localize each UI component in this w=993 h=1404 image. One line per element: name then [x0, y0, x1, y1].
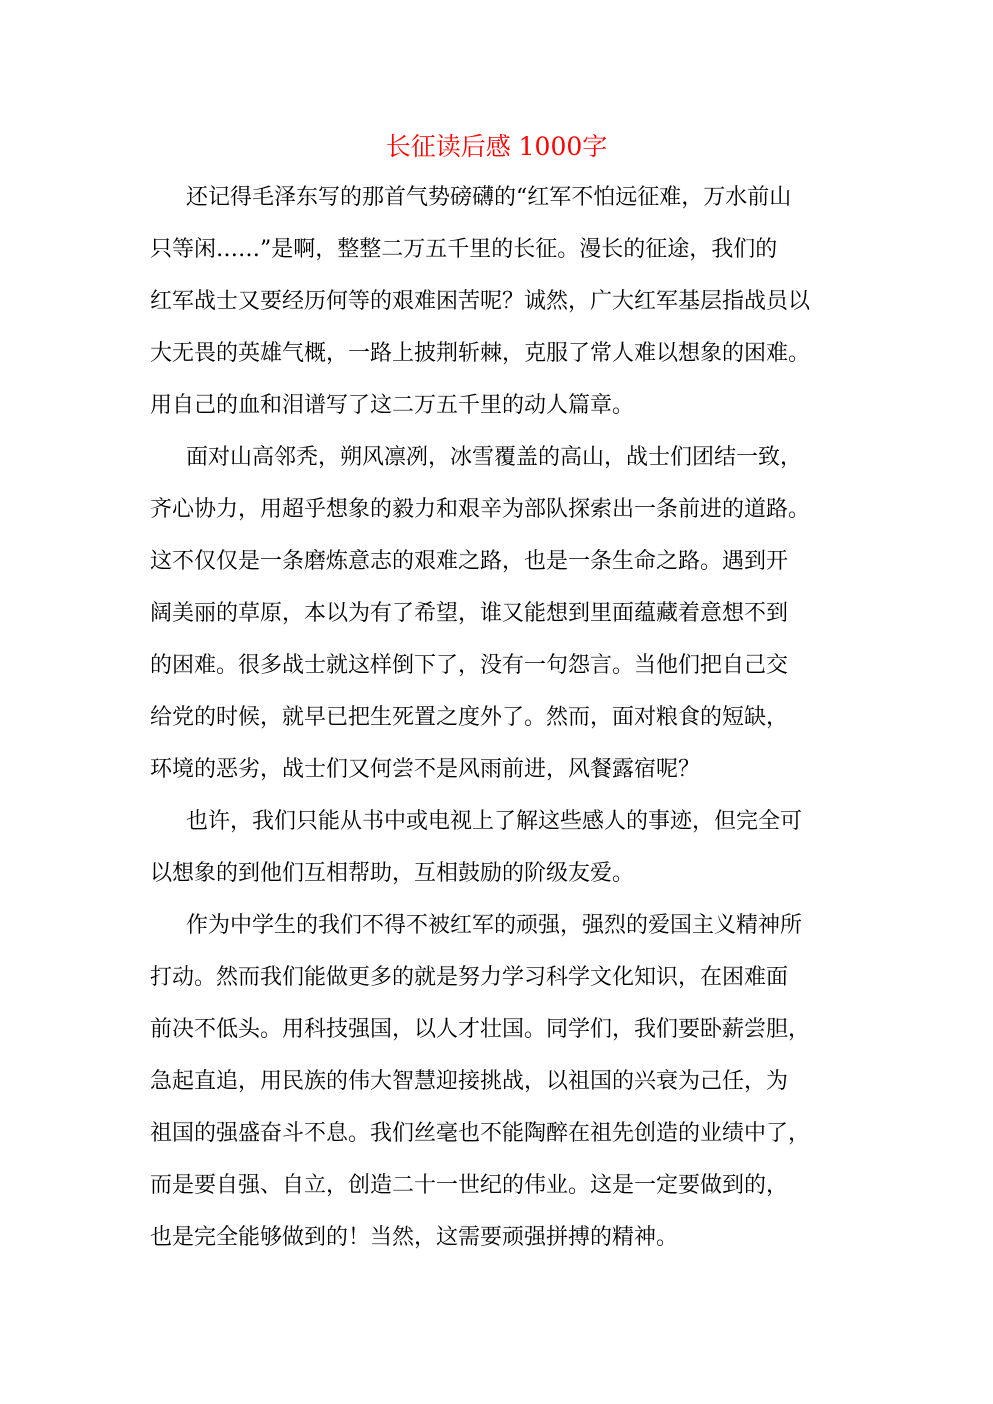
paragraph-3-line-2: 以想象的到他们互相帮助，互相鼓励的阶级友爱。: [150, 861, 635, 886]
paragraph-2-line-2: 齐心协力，用超乎想象的毅力和艰辛为部队探索出一条前进的道路。: [150, 497, 811, 522]
paragraph-2-line-1: 面对山高邻秃，朔风凛冽，冰雪覆盖的高山，战士们团结一致，: [186, 445, 803, 470]
paragraph-2-line-6: 给党的时候，就早已把生死置之度外了。然而，面对粮食的短缺，: [150, 705, 789, 730]
paragraph-4-line-5: 祖国的强盛奋斗不息。我们丝毫也不能陶醉在祖先创造的业绩中了，: [150, 1121, 811, 1146]
paragraph-1-line-2: 只等闲……”是啊，整整二万五千里的长征。漫长的征途，我们的: [150, 237, 778, 262]
paragraph-4-line-6: 而是要自强、自立，创造二十一世纪的伟业。这是一定要做到的，: [150, 1173, 789, 1198]
paragraph-1-line-3: 红军战士又要经历何等的艰难困苦呢？诚然，广大红军基层指战员以: [150, 289, 811, 314]
document-title: 长征读后感 1000字: [385, 132, 608, 161]
paragraph-4-line-4: 急起直追，用民族的伟大智慧迎接挑战，以祖国的兴衰为己任，为: [150, 1069, 789, 1094]
paragraph-4-line-1: 作为中学生的我们不得不被红军的顽强，强烈的爱国主义精神所: [186, 913, 803, 938]
paragraph-4-line-7: 也是完全能够做到的！当然，这需要顽强拼搏的精神。: [150, 1225, 679, 1250]
paragraph-2-line-7: 环境的恶劣，战士们又何尝不是风雨前进，风餐露宿呢？: [150, 757, 701, 782]
paragraph-4-line-3: 前决不低头。用科技强国，以人才壮国。同学们，我们要卧薪尝胆，: [150, 1017, 811, 1042]
paragraph-1-line-4: 大无畏的英雄气概，一路上披荆斩棘，克服了常人难以想象的困难。: [150, 341, 811, 366]
paragraph-1-line-5: 用自己的血和泪谱写了这二万五千里的动人篇章。: [150, 393, 635, 418]
paragraph-1-line-1: 还记得毛泽东写的那首气势磅礴的“红军不怕远征难，万水前山: [186, 185, 792, 210]
paragraph-2-line-5: 的困难。很多战士就这样倒下了，没有一句怨言。当他们把自己交: [150, 653, 789, 678]
paragraph-2-line-4: 阔美丽的草原，本以为有了希望，谁又能想到里面蕴藏着意想不到: [150, 601, 789, 626]
paragraph-2-line-3: 这不仅仅是一条磨炼意志的艰难之路，也是一条生命之路。遇到开: [150, 549, 789, 574]
paragraph-3-line-1: 也许，我们只能从书中或电视上了解这些感人的事迹，但完全可: [186, 809, 803, 834]
paragraph-4-line-2: 打动。然而我们能做更多的就是努力学习科学文化知识，在困难面: [150, 965, 789, 990]
